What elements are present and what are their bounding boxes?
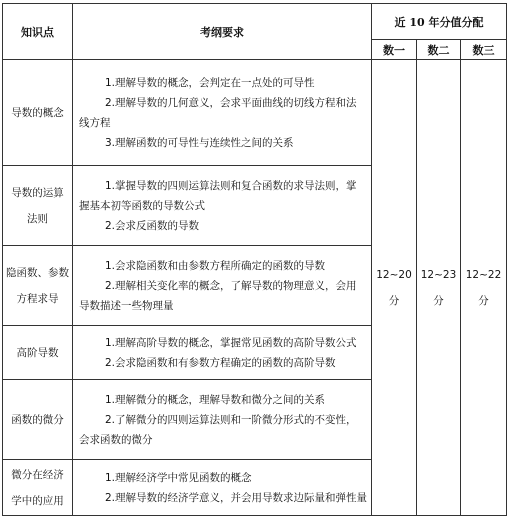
topic-cell xyxy=(3,246,73,326)
requirement-item: 1.理解导数的概念，会判定在一点处的可导性 xyxy=(105,76,315,89)
score-cell-2 xyxy=(417,60,461,516)
score-range: 12~22 xyxy=(465,268,502,281)
score-cell-3 xyxy=(461,60,507,516)
requirements-cell xyxy=(73,380,372,460)
requirements-cell xyxy=(73,326,372,380)
requirements-cell xyxy=(73,460,372,516)
header-score-col-3: 数三 xyxy=(461,40,507,60)
requirement-item: 2.理解导数的经济学意义，并会用导数求边际量和弹性量 xyxy=(105,491,368,504)
requirement-item: 3.理解函数的可导性与连续性之间的关系 xyxy=(105,136,294,149)
topic-cell xyxy=(3,326,73,380)
requirement-item: 1.理解经济学中常见函数的概念 xyxy=(105,471,252,484)
requirement-item: 2.会求反函数的导数 xyxy=(105,219,200,232)
score-unit: 分 xyxy=(478,294,489,307)
requirement-item: 1.会求隐函数和由参数方程所确定的函数的导数 xyxy=(105,259,326,272)
header-score-group: 近 10 年分值分配 xyxy=(372,4,507,40)
topic-text: 法则 xyxy=(27,212,48,225)
score-unit: 分 xyxy=(433,294,444,307)
header-score-col-1: 数一 xyxy=(372,40,417,60)
requirement-item: 2.理解导数的几何意义，会求平面曲线的切线方程和法线方程 xyxy=(79,96,357,129)
score-range: 12~23 xyxy=(420,268,457,281)
requirement-item: 2.会求隐函数和有参数方程确定的函数的高阶导数 xyxy=(105,356,336,369)
header-score-col-2: 数二 xyxy=(417,40,461,60)
requirements-cell xyxy=(73,246,372,326)
topic-text: 微分在经济 xyxy=(11,468,64,481)
requirements-cell xyxy=(73,166,372,246)
requirement-item: 2.了解微分的四则运算法则和一阶微分形式的不变性，会求函数的微分 xyxy=(79,413,357,446)
requirements-cell xyxy=(73,60,372,166)
header-topic: 知识点 xyxy=(3,4,73,60)
topic-cell xyxy=(3,60,73,166)
syllabus-table xyxy=(2,3,507,516)
score-unit: 分 xyxy=(388,294,400,307)
topic-text: 导数的运算 xyxy=(11,186,64,199)
requirement-item: 2.理解相关变化率的概念，了解导数的物理意义，会用导数描述一些物理量 xyxy=(79,279,357,312)
topic-text: 高阶导数 xyxy=(16,346,59,359)
topic-cell xyxy=(3,380,73,460)
requirement-item: 1.掌握导数的四则运算法则和复合函数的求导法则，掌握基本初等函数的导数公式 xyxy=(79,179,357,212)
score-range: 12~20 xyxy=(376,268,412,281)
topic-cell xyxy=(3,166,73,246)
score-cell-1 xyxy=(372,60,417,516)
topic-text: 导数的概念 xyxy=(11,106,64,119)
topic-text: 学中的应用 xyxy=(11,494,64,507)
requirement-item: 1.理解微分的概念，理解导数和微分之间的关系 xyxy=(105,393,326,406)
topic-text: 方程求导 xyxy=(16,292,59,305)
requirement-item: 1.理解高阶导数的概念，掌握常见函数的高阶导数公式 xyxy=(105,336,357,349)
topic-cell xyxy=(3,460,73,516)
topic-text: 隐函数、参数 xyxy=(6,266,69,279)
topic-text: 函数的微分 xyxy=(11,413,64,426)
header-requirements: 考纲要求 xyxy=(73,4,372,60)
